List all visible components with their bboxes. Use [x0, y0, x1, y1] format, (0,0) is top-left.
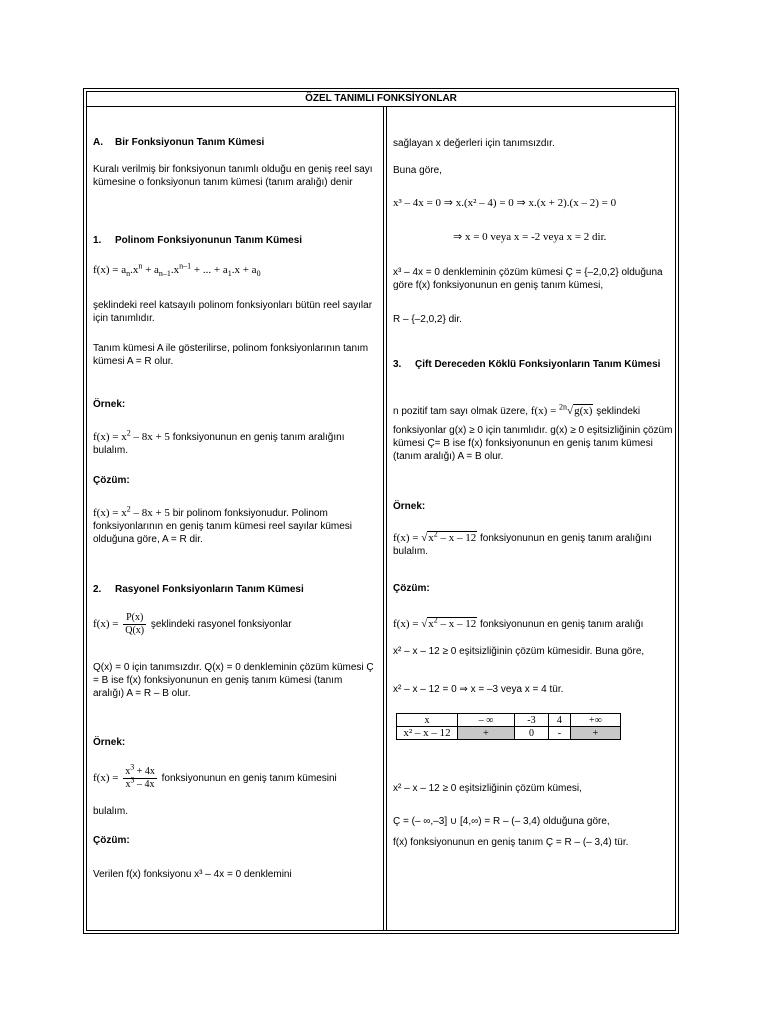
example-1-text [93, 428, 375, 457]
sign-cell-1: + [458, 727, 515, 740]
rational-formula-line [93, 612, 375, 637]
rational-text: şeklindeki rasyonel fonksiyonlar [150, 619, 292, 631]
sign-header-pos-inf: +∞ [570, 714, 620, 727]
sign-cell-4: + [570, 727, 620, 740]
example-2-label: Örnek: [93, 737, 126, 748]
column-divider [383, 107, 384, 930]
equation-factoring: x³ – 4x = 0 ⇒ x.(x² – 4) = 0 ⇒ x.(x + 2).(x – 2) = 0 [393, 197, 617, 209]
section-a-title: Bir Fonksiyonun Tanım Kümesi [115, 137, 265, 148]
buna-gore-text: Buna göre, [393, 165, 442, 176]
section-3-heading [393, 358, 673, 371]
example-1-label: Örnek: [93, 399, 126, 410]
section-2-title: Rasyonel Fonksiyonların Tanım Kümesi [115, 584, 304, 595]
section-1-title: Polinom Fonksiyonunun Tanım Kümesi [115, 235, 303, 246]
sign-header-root1: -3 [514, 714, 548, 727]
solution-1-label: Çözüm: [93, 475, 130, 486]
example-3-formula: $f(x) = √x^2 - x - 12$ [393, 529, 477, 544]
solution-1-text [93, 504, 375, 546]
solution-1-description: bir polinom fonksiyonudur. Polinom fonksiyonlarının en geniş tanım kümesi reel sayılar kümesi olduğuna göre, A = R dir. [93, 508, 353, 545]
root-intro-text: n pozitif tam sayı olmak üzere, [393, 406, 529, 417]
right-column [393, 107, 673, 930]
section-a-text: Kuralı verilmiş bir fonksiyonun tanımlı olduğu en geniş reel sayı kümesine o fonksiyonun tanım kümesi (tanım aralığı) denir [93, 164, 373, 188]
solution-1-formula: $f(x) = x^2 - 8x + 5$ [93, 504, 170, 519]
section-2-number: 2. [93, 584, 102, 595]
column-divider-double [386, 107, 387, 930]
sign-row-label: x² – x – 12 [397, 727, 458, 740]
solution-set-line: Ç = (– ∞,–3] ∪ [4,∞) = R – (– 3,4) olduğuna göre, [393, 816, 610, 827]
solution-3-formula: $f(x) = √x^2 - x - 12$ [393, 615, 477, 630]
sign-header-x: x [397, 714, 458, 727]
solution-2-label: Çözüm: [93, 835, 130, 846]
left-column [93, 107, 375, 930]
example-2-formula-lhs: f(x) = [93, 772, 119, 785]
example-1-description: fonksiyonunun en geniş tanım aralığını bulalım. [93, 432, 345, 456]
section-3-title: Çift Dereceden Köklü Fonksiyonların Tanım Kümesi [415, 359, 661, 370]
root-text: fonksiyonlar g(x) ≥ 0 için tanımlıdır. g(x) ≥ 0 eşitsizliğinin çözüm kümesi Ç= B ise f(x) fonksiyonunun en geniş tanım kümesi (tanım aralığı) A = B olur. [393, 425, 673, 462]
polynomial-formula: $f(x) = a_n.x^n + a_{n-1}.x^{n-1}$ + ... + $a_1.x + a_0$ [93, 261, 261, 279]
example-2-description-end: bulalım. [93, 806, 129, 817]
sign-table-header [397, 714, 621, 727]
solution-2-text: Verilen f(x) fonksiyonu x³ – 4x = 0 denklemini [93, 869, 292, 880]
section-a-number: A. [93, 137, 103, 148]
example-3-text [393, 529, 673, 558]
document-frame [83, 88, 679, 934]
rational-formula-lhs: f(x) = [93, 618, 119, 631]
sign-header-neg-inf: – ∞ [458, 714, 515, 727]
section-3-number: 3. [393, 359, 402, 370]
roots-line: x² – x – 12 = 0 ⇒ x = –3 veya x = 4 tür. [393, 684, 564, 695]
solution-3-line1 [393, 615, 673, 631]
section-1-heading [93, 234, 375, 247]
sign-cell-3: - [548, 727, 570, 740]
rational-domain-text: Q(x) = 0 için tanımsızdır. Q(x) = 0 denkleminin çözüm kümesi Ç = B ise f(x) fonksiyonunun en geniş tanım kümesi (tanım aralığı) A = R – B olur. [93, 662, 374, 699]
root-formula: f(x) = $^{2n}$√g(x) [530, 402, 593, 417]
sign-table [396, 713, 621, 740]
solution-3-description: fonksiyonunun en geniş tanım aralığı [480, 619, 644, 630]
page-title: ÖZEL TANIMLI FONKSİYONLAR [87, 92, 675, 107]
section-2-heading [93, 583, 375, 596]
section-1-number: 1. [93, 235, 102, 246]
rational-fraction: $\frac{P(x)}{Q(x)}$ [125, 612, 145, 636]
equation-roots: ⇒ x = 0 veya x = -2 veya x = 2 dir. [453, 231, 607, 243]
sign-header-root2: 4 [548, 714, 570, 727]
solution-3-label: Çözüm: [393, 583, 430, 594]
example-3-label: Örnek: [393, 501, 426, 512]
example-2-fraction: $\frac{x^3 + 4x}{x^3 - 4x}$ [125, 762, 155, 790]
continuation-text: sağlayan x değerleri için tanımsızdır. [393, 138, 555, 149]
example-1-formula: $f(x) = x^2 - 8x + 5$ [93, 428, 170, 443]
example-3-description: fonksiyonunun en geniş tanım aralığını bulalım. [393, 533, 652, 557]
sign-cell-2: 0 [514, 727, 548, 740]
final-result-line: f(x) fonksiyonunun en geniş tanım Ç = R – (– 3,4) tür. [393, 837, 629, 848]
root-intro-line [393, 402, 673, 418]
solution-set-text: x³ – 4x = 0 denkleminin çözüm kümesi Ç = {–2,0,2} olduğuna göre f(x) fonksiyonunun en geniş tanım kümesi, [393, 267, 663, 291]
sign-table-row [397, 727, 621, 740]
inequality-line: x² – x – 12 ≥ 0 eşitsizliğinin çözüm kümesi, [393, 783, 582, 794]
polynomial-domain-text: Tanım kümesi A ile gösterilirse, polinom fonksiyonlarının tanım kümesi A = R olur. [93, 343, 369, 367]
section-a-heading [93, 136, 375, 149]
example-2-description: fonksiyonunun en geniş tanım kümesini [161, 773, 337, 785]
solution-3-line2: x² – x – 12 ≥ 0 eşitsizliğinin çözüm kümesidir. Buna göre, [393, 646, 645, 657]
document-inner-frame [86, 91, 676, 931]
polynomial-text: şeklindeki reel katsayılı polinom fonksiyonları bütün reel sayılar için tanımlıdır. [93, 300, 373, 324]
example-2-line [93, 762, 375, 791]
domain-result: R – {–2,0,2} dir. [393, 314, 462, 325]
root-suffix: şeklindeki [596, 406, 641, 417]
